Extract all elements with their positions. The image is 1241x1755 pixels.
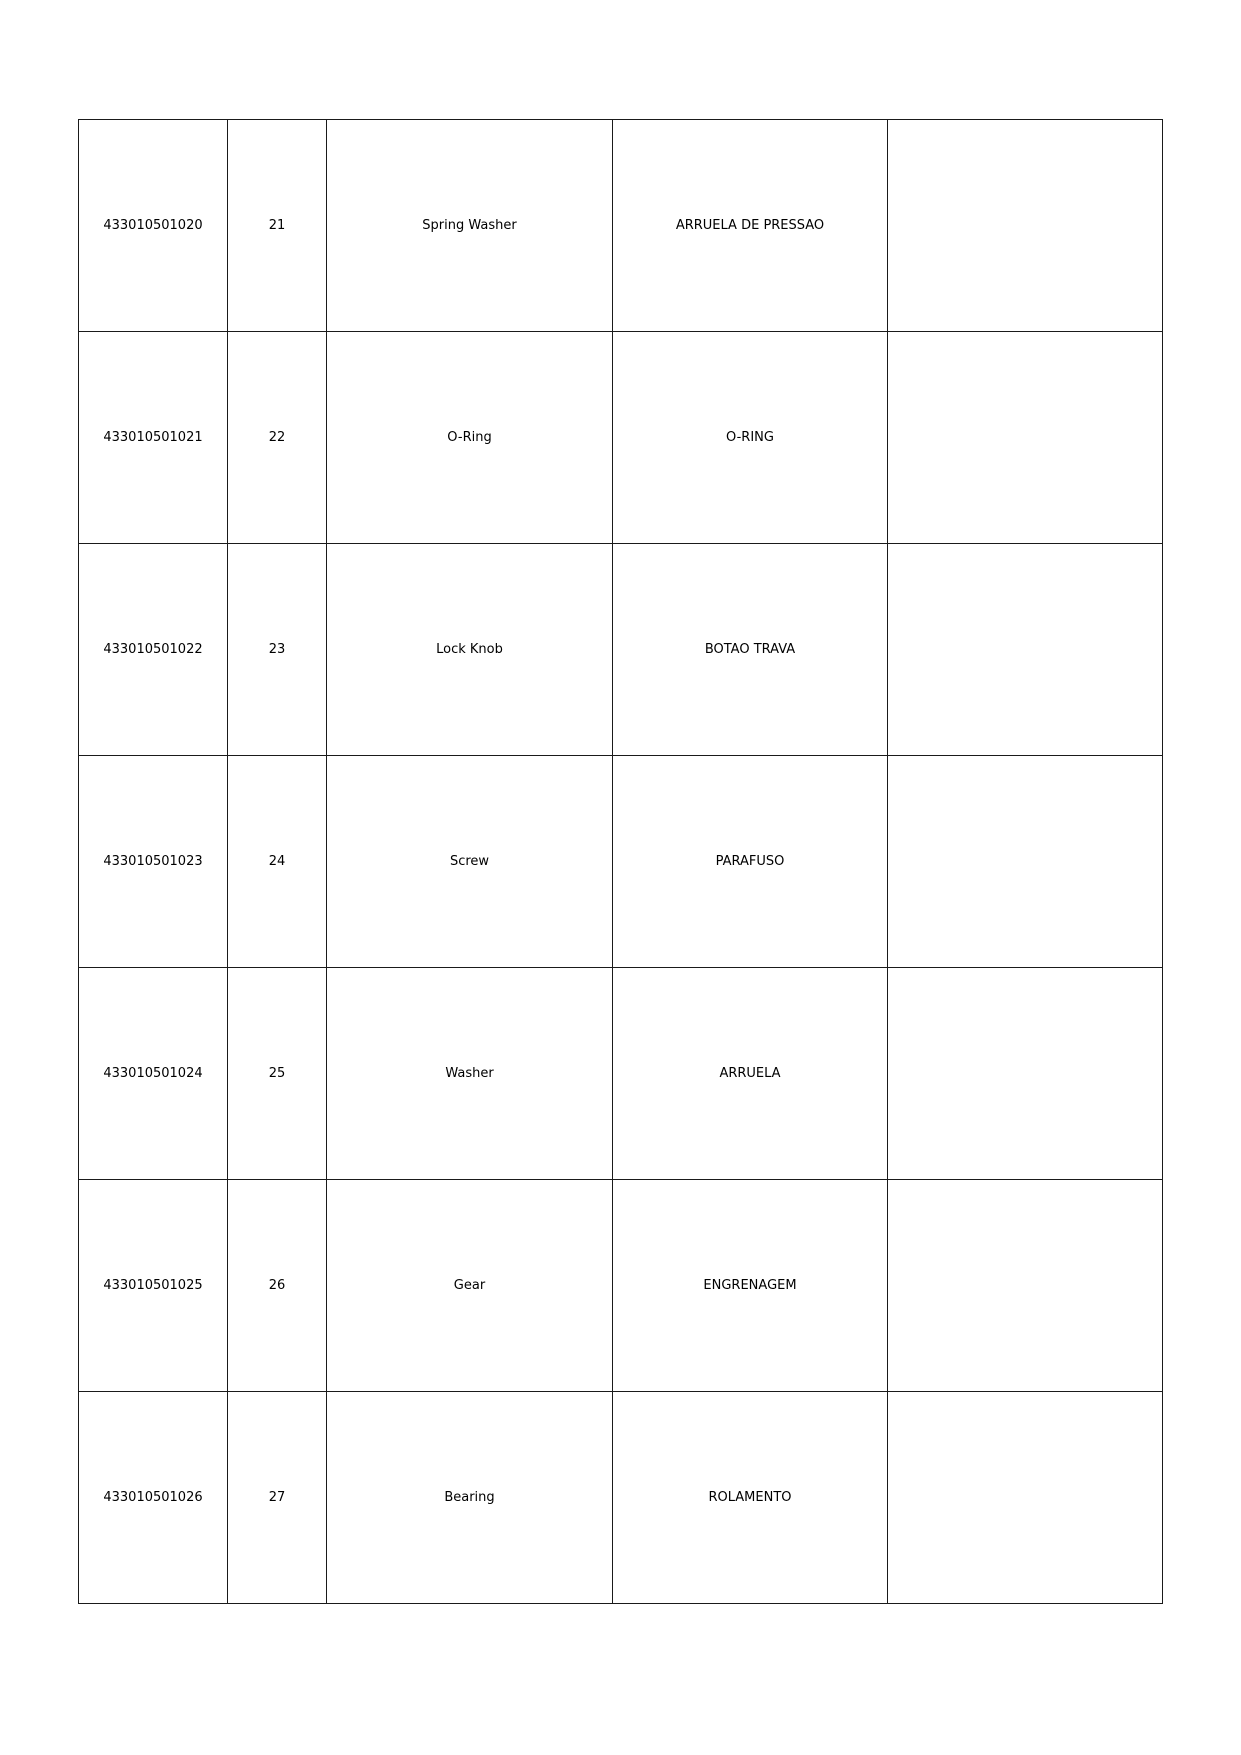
- name-english-cell: Spring Washer: [327, 120, 613, 332]
- name-portuguese-cell: O-RING: [613, 332, 888, 544]
- part-code-cell: 433010501026: [79, 1392, 228, 1604]
- part-code-cell: 433010501020: [79, 120, 228, 332]
- name-english-cell: Bearing: [327, 1392, 613, 1604]
- part-code-cell: 433010501021: [79, 332, 228, 544]
- table-row: [79, 968, 1163, 1180]
- item-number-cell: 25: [228, 968, 327, 1180]
- name-portuguese-cell: BOTAO TRAVA: [613, 544, 888, 756]
- item-number-cell: 21: [228, 120, 327, 332]
- notes-cell: [888, 1392, 1163, 1604]
- notes-cell: [888, 120, 1163, 332]
- name-english-cell: Washer: [327, 968, 613, 1180]
- part-code-cell: 433010501025: [79, 1180, 228, 1392]
- table-row: [79, 332, 1163, 544]
- name-portuguese-cell: PARAFUSO: [613, 756, 888, 968]
- part-code-cell: 433010501024: [79, 968, 228, 1180]
- notes-cell: [888, 1180, 1163, 1392]
- name-english-cell: Gear: [327, 1180, 613, 1392]
- name-english-cell: Screw: [327, 756, 613, 968]
- name-english-cell: Lock Knob: [327, 544, 613, 756]
- item-number-cell: 27: [228, 1392, 327, 1604]
- notes-cell: [888, 544, 1163, 756]
- item-number-cell: 22: [228, 332, 327, 544]
- item-number-cell: 26: [228, 1180, 327, 1392]
- name-portuguese-cell: ARRUELA: [613, 968, 888, 1180]
- notes-cell: [888, 332, 1163, 544]
- name-portuguese-cell: ROLAMENTO: [613, 1392, 888, 1604]
- notes-cell: [888, 968, 1163, 1180]
- table-row: [79, 756, 1163, 968]
- name-portuguese-cell: ARRUELA DE PRESSAO: [613, 120, 888, 332]
- part-code-cell: 433010501023: [79, 756, 228, 968]
- table-row: [79, 1180, 1163, 1392]
- name-portuguese-cell: ENGRENAGEM: [613, 1180, 888, 1392]
- parts-table: [78, 119, 1163, 1604]
- part-code-cell: 433010501022: [79, 544, 228, 756]
- table-row: [79, 1392, 1163, 1604]
- table-row: [79, 544, 1163, 756]
- item-number-cell: 23: [228, 544, 327, 756]
- name-english-cell: O-Ring: [327, 332, 613, 544]
- notes-cell: [888, 756, 1163, 968]
- item-number-cell: 24: [228, 756, 327, 968]
- table-row: [79, 120, 1163, 332]
